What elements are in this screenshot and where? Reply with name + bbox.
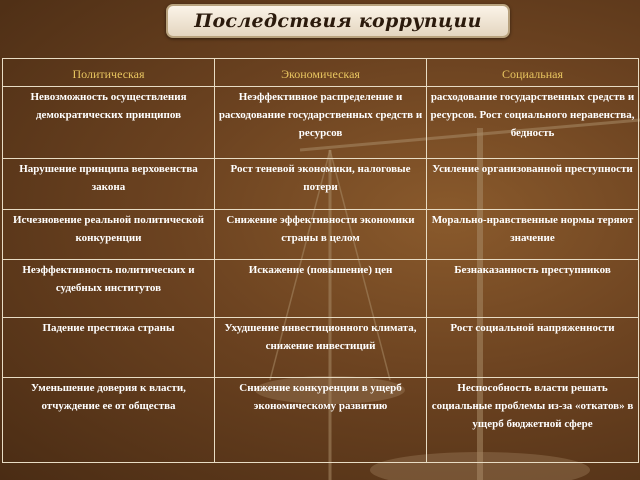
table-row — [3, 377, 639, 463]
column-header-social: Социальная — [427, 59, 639, 87]
table-cell: Снижение конкуренции в ущерб экономическому развитию — [215, 377, 427, 463]
table-cell: Рост социальной напряженности — [427, 318, 639, 377]
table-cell: Нарушение принципа верховенства закона — [3, 159, 215, 209]
table-row — [3, 209, 639, 259]
table-cell: Ухудшение инвестиционного климата, снижение инвестиций — [215, 318, 427, 377]
table-cell: Неэффективное распределение и расходование государственных средств и ресурсов — [215, 87, 427, 159]
table-cell: Невозможность осуществления демократических принципов — [3, 87, 215, 159]
table-cell: Рост теневой экономики, налоговые потери — [215, 159, 427, 209]
table-cell: Падение престижа страны — [3, 318, 215, 377]
table-cell: Морально-нравственные нормы теряют значение — [427, 209, 639, 259]
table-cell: Усиление организованной преступности — [427, 159, 639, 209]
table-cell: Искажение (повышение) цен — [215, 259, 427, 317]
table-cell: Безнаказанность преступников — [427, 259, 639, 317]
table-cell: Снижение эффективности экономики страны в целом — [215, 209, 427, 259]
column-header-economic: Экономическая — [215, 59, 427, 87]
header-row — [3, 59, 639, 87]
table-cell: Неспособность власти решать социальные проблемы из-за «откатов» в ущерб бюджетной сфере — [427, 377, 639, 463]
consequences-table — [2, 58, 639, 463]
page-title: Последствия коррупции — [194, 10, 482, 32]
column-header-political: Политическая — [3, 59, 215, 87]
table-cell: Неэффективность политических и судебных институтов — [3, 259, 215, 317]
table-cell: расходование государственных средств и ресурсов. Рост социального неравенства, бедность — [427, 87, 639, 159]
table-row — [3, 87, 639, 159]
table-row — [3, 318, 639, 377]
table-cell: Уменьшение доверия к власти, отчуждение ее от общества — [3, 377, 215, 463]
table-row — [3, 159, 639, 209]
table-cell: Исчезновение реальной политической конкуренции — [3, 209, 215, 259]
title-banner — [166, 4, 510, 38]
table-row — [3, 259, 639, 317]
